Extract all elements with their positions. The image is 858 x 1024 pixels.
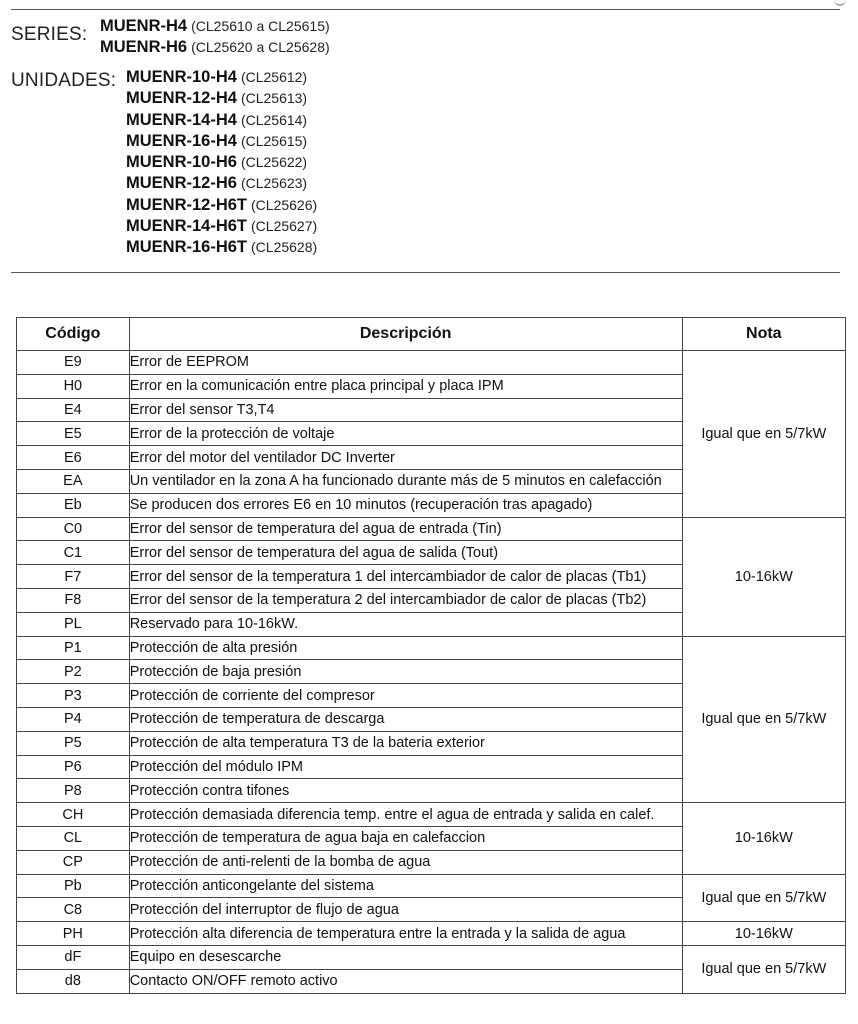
error-code: C0 — [17, 517, 130, 541]
note-cell: 10-16kW — [682, 803, 845, 874]
unit-entry — [126, 195, 317, 216]
catalog-code: (CL25610 a CL25615) — [191, 18, 330, 34]
error-description: Error en la comunicación entre placa principal y placa IPM — [129, 374, 682, 398]
error-description: Protección de temperatura de descarga — [129, 707, 682, 731]
error-code: CH — [17, 803, 130, 827]
series-entry — [100, 16, 330, 37]
units-label: UNIDADES: — [11, 70, 117, 91]
table-row — [17, 922, 846, 946]
unit-entry — [126, 131, 317, 152]
note-cell: Igual que en 5/7kW — [682, 945, 845, 993]
model-name: MUENR-10-H6 — [126, 153, 237, 172]
header-description: Descripción — [129, 318, 682, 351]
catalog-code: (CL25626) — [251, 196, 318, 213]
error-description: Un ventilador en la zona A ha funcionado durante más de 5 minutos en calefacción — [129, 469, 682, 493]
error-code: PL — [17, 612, 130, 636]
error-description: Protección del módulo IPM — [129, 755, 682, 779]
error-code: P2 — [17, 660, 130, 684]
error-description: Protección anticongelante del sistema — [129, 874, 682, 898]
error-code-table — [16, 317, 846, 994]
error-code: P1 — [17, 636, 130, 660]
series-entry — [100, 37, 330, 58]
error-description: Error de la protección de voltaje — [129, 422, 682, 446]
error-description: Error del sensor de la temperatura 1 del intercambiador de calor de placas (Tb1) — [129, 565, 682, 589]
error-description: Error de EEPROM — [129, 351, 682, 375]
error-description: Protección de temperatura de agua baja en calefaccion — [129, 826, 682, 850]
error-description: Equipo en desescarche — [129, 945, 682, 969]
error-code: P4 — [17, 707, 130, 731]
page-corner-mark — [834, 0, 846, 6]
error-code: C8 — [17, 898, 130, 922]
series-list — [100, 16, 330, 59]
table-row — [17, 636, 846, 660]
error-code: F7 — [17, 565, 130, 589]
error-code: P5 — [17, 731, 130, 755]
note-cell: 10-16kW — [682, 922, 845, 946]
table-row — [17, 517, 846, 541]
error-code: E9 — [17, 351, 130, 375]
error-description: Protección de alta presión — [129, 636, 682, 660]
error-code: E6 — [17, 446, 130, 470]
error-description: Protección alta diferencia de temperatura entre la entrada y la salida de agua — [129, 922, 682, 946]
model-name: MUENR-12-H6T — [126, 195, 248, 214]
error-code: F8 — [17, 588, 130, 612]
error-description: Error del sensor T3,T4 — [129, 398, 682, 422]
model-name: MUENR-14-H6T — [126, 217, 248, 236]
catalog-code: (CL25622) — [240, 154, 308, 171]
error-code: Eb — [17, 493, 130, 517]
catalog-code: (CL25623) — [240, 175, 308, 192]
error-description: Error del sensor de temperatura del agua de entrada (Tin) — [129, 517, 682, 541]
note-cell: Igual que en 5/7kW — [682, 351, 845, 518]
error-description: Contacto ON/OFF remoto activo — [129, 969, 682, 993]
model-name: MUENR-16-H6T — [126, 238, 248, 257]
error-description: Protección de anti-relenti de la bomba de agua — [129, 850, 682, 874]
error-description: Protección de corriente del compresor — [129, 684, 682, 708]
error-code: EA — [17, 469, 130, 493]
model-name: MUENR-10-H4 — [126, 68, 237, 86]
model-name: MUENR-14-H4 — [126, 110, 237, 129]
units-list — [126, 67, 317, 259]
note-cell: Igual que en 5/7kW — [682, 874, 845, 922]
model-name: MUENR-H4 — [100, 17, 188, 35]
error-code: E4 — [17, 398, 130, 422]
error-description: Protección contra tifones — [129, 779, 682, 803]
note-cell: Igual que en 5/7kW — [682, 636, 845, 803]
unit-entry — [126, 88, 317, 109]
error-code: P8 — [17, 779, 130, 803]
table-row — [17, 803, 846, 827]
table-row — [17, 945, 846, 969]
error-code: E5 — [17, 422, 130, 446]
error-description: Reservado para 10-16kW. — [129, 612, 682, 636]
error-description: Se producen dos errores E6 en 10 minutos (recuperación tras apagado) — [129, 493, 682, 517]
catalog-code: (CL25612) — [240, 69, 308, 85]
top-rule — [11, 9, 840, 10]
error-code: C1 — [17, 541, 130, 565]
unit-entry — [126, 173, 317, 194]
unit-entry — [126, 216, 317, 237]
error-code: P6 — [17, 755, 130, 779]
header-note: Nota — [682, 318, 845, 351]
error-description: Error del motor del ventilador DC Inverter — [129, 446, 682, 470]
error-code: CP — [17, 850, 130, 874]
error-description: Protección demasiada diferencia temp. entre el agua de entrada y salida en calef. — [129, 803, 682, 827]
unit-entry — [126, 237, 317, 258]
catalog-code: (CL25615) — [240, 132, 308, 149]
catalog-code: (CL25627) — [251, 218, 318, 235]
error-code: Pb — [17, 874, 130, 898]
error-code: PH — [17, 922, 130, 946]
catalog-code: (CL25628) — [251, 239, 318, 256]
error-description: Error del sensor de temperatura del agua de salida (Tout) — [129, 541, 682, 565]
note-cell: 10-16kW — [682, 517, 845, 636]
error-description: Protección del interruptor de flujo de agua — [129, 898, 682, 922]
table-row — [17, 874, 846, 898]
model-name: MUENR-12-H4 — [126, 89, 237, 108]
error-description: Error del sensor de la temperatura 2 del intercambiador de calor de placas (Tb2) — [129, 588, 682, 612]
error-description: Protección de alta temperatura T3 de la bateria exterior — [129, 731, 682, 755]
error-code: H0 — [17, 374, 130, 398]
model-name: MUENR-H6 — [100, 38, 188, 57]
error-code: d8 — [17, 969, 130, 993]
error-code: P3 — [17, 684, 130, 708]
header-code: Código — [17, 318, 130, 351]
unit-entry — [126, 67, 317, 88]
section-rule — [11, 272, 840, 273]
catalog-code: (CL25620 a CL25628) — [191, 39, 330, 56]
series-label: SERIES: — [11, 24, 88, 45]
unit-entry — [126, 152, 317, 173]
model-name: MUENR-16-H4 — [126, 131, 237, 150]
model-name: MUENR-12-H6 — [126, 174, 237, 193]
catalog-code: (CL25613) — [240, 90, 308, 107]
error-code: CL — [17, 826, 130, 850]
error-code: dF — [17, 945, 130, 969]
unit-entry — [126, 110, 317, 131]
catalog-code: (CL25614) — [240, 111, 308, 128]
table-row — [17, 351, 846, 375]
error-description: Protección de baja presión — [129, 660, 682, 684]
